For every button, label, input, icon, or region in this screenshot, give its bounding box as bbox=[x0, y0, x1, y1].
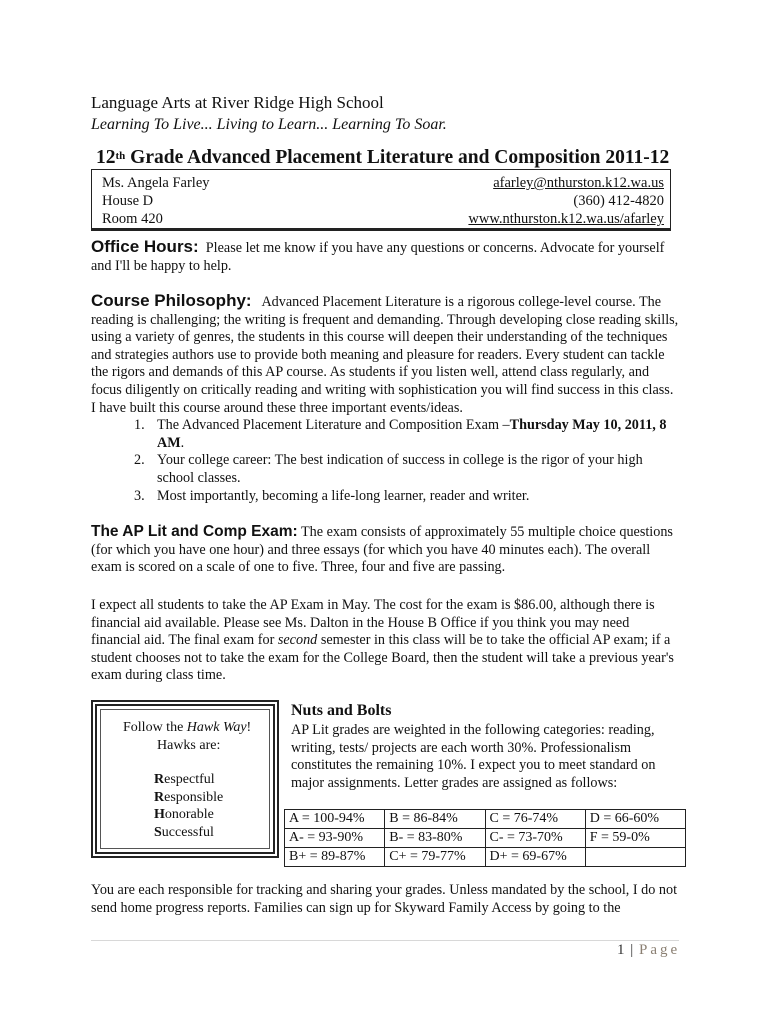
list-item-tail: . bbox=[180, 434, 185, 451]
grade-cell: C = 76-74% bbox=[485, 810, 585, 829]
list-item-text: Most importantly, becoming a life-long learner, reader and writer. bbox=[157, 487, 530, 504]
grade-cell: A- = 93-90% bbox=[285, 829, 385, 848]
trait-item: Honorable bbox=[154, 807, 214, 822]
table-row bbox=[285, 810, 686, 829]
hawk-way-box bbox=[91, 700, 279, 858]
philosophy-heading: Course Philosophy: bbox=[91, 291, 252, 310]
exam-date: Thursday May 10, 2011, 8 AM bbox=[157, 417, 667, 451]
grade-cell: B = 86-84% bbox=[385, 810, 485, 829]
list-number: 1. bbox=[134, 417, 145, 434]
trait-item: Respectful bbox=[154, 772, 215, 787]
footer-divider bbox=[91, 940, 679, 941]
expectations-text-a: I expect all students to take the AP Exam in May. The cost for the exam is $86.00, although there is financial aid available. Please see Ms. Dalton in the House B Office if you think you may need financial aid. The final exam for bbox=[91, 597, 655, 649]
office-hours-heading: Office Hours: bbox=[91, 237, 199, 256]
school-motto: Learning To Live... Living to Learn... Learning To Soar. bbox=[91, 116, 447, 133]
table-row bbox=[285, 848, 686, 867]
grade-cell: C- = 73-70% bbox=[485, 829, 585, 848]
office-hours-text: Please let me know if you have any questions or concerns. Advocate for yourself and I'll be happy to help. bbox=[91, 240, 665, 274]
page-number-value: 1 bbox=[617, 942, 626, 958]
teacher-name: Ms. Angela Farley bbox=[102, 175, 210, 191]
contact-details bbox=[468, 174, 664, 228]
phone-number: (360) 412-4820 bbox=[573, 193, 664, 209]
hawk-way-inner bbox=[100, 709, 270, 849]
list-number: 2. bbox=[134, 452, 145, 469]
expectations-emphasis: second bbox=[277, 632, 318, 649]
title-grade: 12 bbox=[96, 147, 116, 168]
teacher-info bbox=[102, 174, 210, 228]
list-item bbox=[91, 452, 681, 487]
teacher-house: House D bbox=[102, 193, 154, 209]
contact-info-box bbox=[91, 169, 671, 231]
email-link[interactable]: afarley@nthurston.k12.wa.us bbox=[493, 175, 664, 191]
nuts-and-bolts-text: AP Lit grades are weighted in the following categories: reading, writing, tests/ projects are each worth 30%. Professionalism constitutes the remaining 10%. I expect you to meet standard on major assignments. Letter grades are assigned as follows: bbox=[291, 722, 656, 791]
title-course: Grade Advanced Placement Literature and Composition 2011-12 bbox=[125, 147, 670, 168]
course-philosophy-section bbox=[91, 292, 681, 505]
hawk-way-title: Follow the Hawk Way! bbox=[123, 720, 252, 735]
school-name: Language Arts at River Ridge High School bbox=[91, 93, 384, 112]
website-link[interactable]: www.nthurston.k12.wa.us/afarley bbox=[468, 211, 664, 227]
ap-exam-expectations bbox=[91, 597, 681, 685]
table-row bbox=[285, 829, 686, 848]
page-number bbox=[617, 942, 680, 959]
page-label: Page bbox=[639, 942, 681, 958]
list-item bbox=[91, 417, 681, 452]
philosophy-list bbox=[91, 417, 681, 505]
grade-cell: D = 66-60% bbox=[585, 810, 685, 829]
nuts-and-bolts-heading: Nuts and Bolts bbox=[291, 702, 392, 719]
page-separator: | bbox=[625, 942, 640, 958]
hawk-way-content bbox=[123, 719, 273, 841]
office-hours-section bbox=[91, 238, 681, 275]
ap-exam-text: The exam consists of approximately 55 multiple choice questions (for which you have one hour) and three essays (for which you have 40 minutes each). The overall exam is scored on a scale of one to five. Three, four and five are passing. bbox=[91, 524, 673, 576]
title-grade-suffix: th bbox=[115, 150, 126, 162]
grade-cell: B- = 83-80% bbox=[385, 829, 485, 848]
hawks-are-label: Hawks are: bbox=[157, 737, 221, 753]
grade-cell: C+ = 79-77% bbox=[385, 848, 485, 867]
list-item bbox=[91, 488, 681, 506]
grade-cell: F = 59-0% bbox=[585, 829, 685, 848]
grade-scale-table bbox=[284, 809, 686, 867]
grade-cell: A = 100-94% bbox=[285, 810, 385, 829]
philosophy-text: Advanced Placement Literature is a rigorous college-level course. The reading is challenging; the writing is frequent and demanding. Through developing close reading skills, using a variety of genres, the students in this course will deepen their understanding of the techniques and strategies authors use to provide both meaning and pleasure for readers. Every student can tackle the rigors and demands of this AP course. As students if you listen well, attend class regularly, and focus diligently on critically reading and writing with sophistication you will find success in this class. I have built this course around these three important events/ideas. bbox=[91, 294, 679, 416]
course-title bbox=[96, 145, 669, 171]
trait-item: Successful bbox=[154, 824, 214, 840]
hawk-traits bbox=[123, 771, 273, 841]
grade-cell: B+ = 89-87% bbox=[285, 848, 385, 867]
grade-cell: D+ = 69-67% bbox=[485, 848, 585, 867]
teacher-room: Room 420 bbox=[102, 211, 163, 227]
grade-cell bbox=[585, 848, 685, 867]
list-item-text: Your college career: The best indication of success in college is the rigor of your high school classes. bbox=[157, 452, 643, 486]
grades-responsibility-text: You are each responsible for tracking and sharing your grades. Unless mandated by the school, I do not send home progress reports. Families can sign up for Skyward Family Access by going to the bbox=[91, 882, 678, 916]
list-number: 3. bbox=[134, 487, 145, 504]
ap-exam-section bbox=[91, 523, 681, 577]
trait-item: Responsible bbox=[154, 789, 224, 805]
list-item-text: The Advanced Placement Literature and Composition Exam – bbox=[157, 417, 510, 434]
ap-exam-heading: The AP Lit and Comp Exam: bbox=[91, 523, 298, 540]
expectations-text-b: semester in this class will be to take the official AP exam; if a student chooses not to take the exam for the College Board, then the student will take a previous year's exam during class time. bbox=[91, 632, 674, 684]
